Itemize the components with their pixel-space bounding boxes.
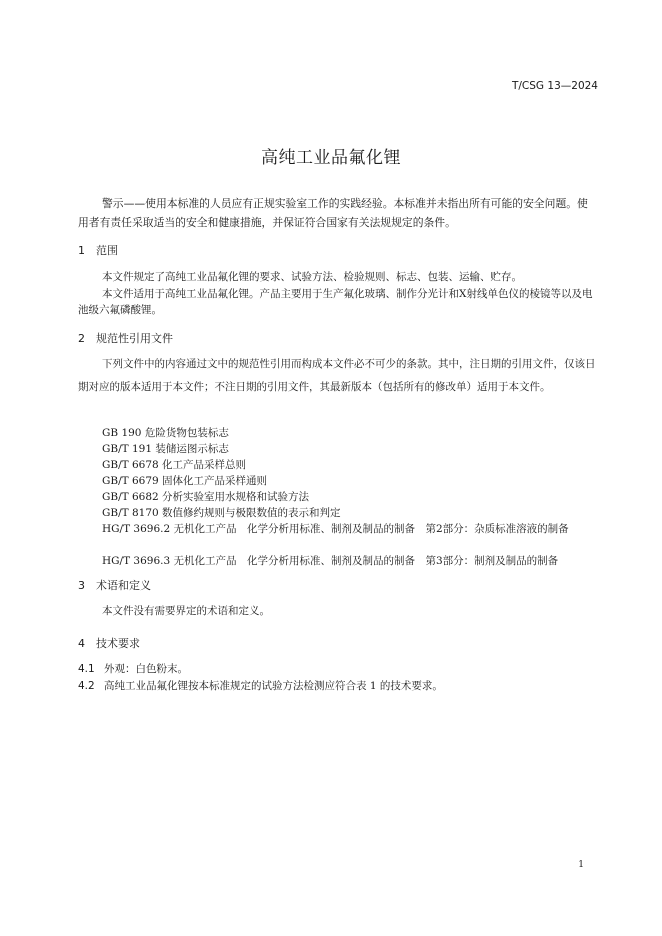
clause-4-1 <box>78 661 188 676</box>
terms-paragraph: 本文件没有需要界定的术语和定义。 <box>102 605 270 617</box>
reference-item: GB 190 危险货物包装标志 <box>102 427 229 439</box>
section-number: 3 <box>78 579 85 592</box>
reference-item: HG/T 3696.3 无机化工产品 化学分析用标准、制剂及制品的制备 第3部分：制剂及制品的制备 <box>102 555 559 567</box>
section-title: 术语和定义 <box>96 579 151 592</box>
section-heading-technical-requirements <box>78 635 140 651</box>
reference-item: GB/T 6682 分析实验室用水规格和试验方法 <box>102 491 310 503</box>
scope-paragraph-2: 本文件适用于高纯工业品氟化锂。产品主要用于生产氟化玻璃、制作分光计和X射线单色仪的棱镜等以及电池级六氟磷酸锂。 <box>78 288 593 316</box>
section-title: 范围 <box>96 244 118 257</box>
section-number: 2 <box>78 332 85 345</box>
scope-paragraph-1: 本文件规定了高纯工业品氟化锂的要求、试验方法、检验规则、标志、包装、运输、贮存。 <box>102 271 522 283</box>
section-number: 4 <box>78 637 85 650</box>
references-intro: 下列文件中的内容通过文中的规范性引用而构成本文件必不可少的条款。其中，注日期的引用文件，仅该日期对应的版本适用于本文件；不注日期的引用文件，其最新版本（包括所有的修改单）适用于本文件。 <box>78 358 596 393</box>
section-title: 技术要求 <box>96 637 140 650</box>
reference-item: GB/T 6679 固体化工产品采样通则 <box>102 475 268 487</box>
section-heading-terms <box>78 577 151 593</box>
reference-item: GB/T 8170 数值修约规则与极限数值的表示和判定 <box>102 507 341 519</box>
clause-text: 外观：白色粉末。 <box>104 663 188 675</box>
reference-item: GB/T 6678 化工产品采样总则 <box>102 459 247 471</box>
clause-text: 高纯工业品氟化锂按本标准规定的试验方法检测应符合表 1 的技术要求。 <box>104 680 443 692</box>
section-number: 1 <box>78 244 85 257</box>
clause-number: 4.2 <box>78 680 95 692</box>
reference-item: HG/T 3696.2 无机化工产品 化学分析用标准、制剂及制品的制备 第2部分：杂质标准溶液的制备 <box>102 523 569 535</box>
clause-number: 4.1 <box>78 663 95 675</box>
reference-item: GB/T 191 装储运图示标志 <box>102 443 229 455</box>
section-heading-scope <box>78 242 118 258</box>
warning-paragraph: 警示——使用本标准的人员应有正规实验室工作的实践经验。本标准并未指出所有可能的安全问题。使用者有责任采取适当的安全和健康措施，并保证符合国家有关法规规定的条件。 <box>78 197 588 229</box>
section-title: 规范性引用文件 <box>96 332 173 345</box>
document-title: 高纯工业品氟化锂 <box>261 148 401 168</box>
clause-4-2 <box>78 678 443 693</box>
section-heading-normative-references <box>78 330 173 346</box>
page-number: 1 <box>578 860 584 870</box>
standard-code: T/CSG 13—2024 <box>511 80 598 92</box>
